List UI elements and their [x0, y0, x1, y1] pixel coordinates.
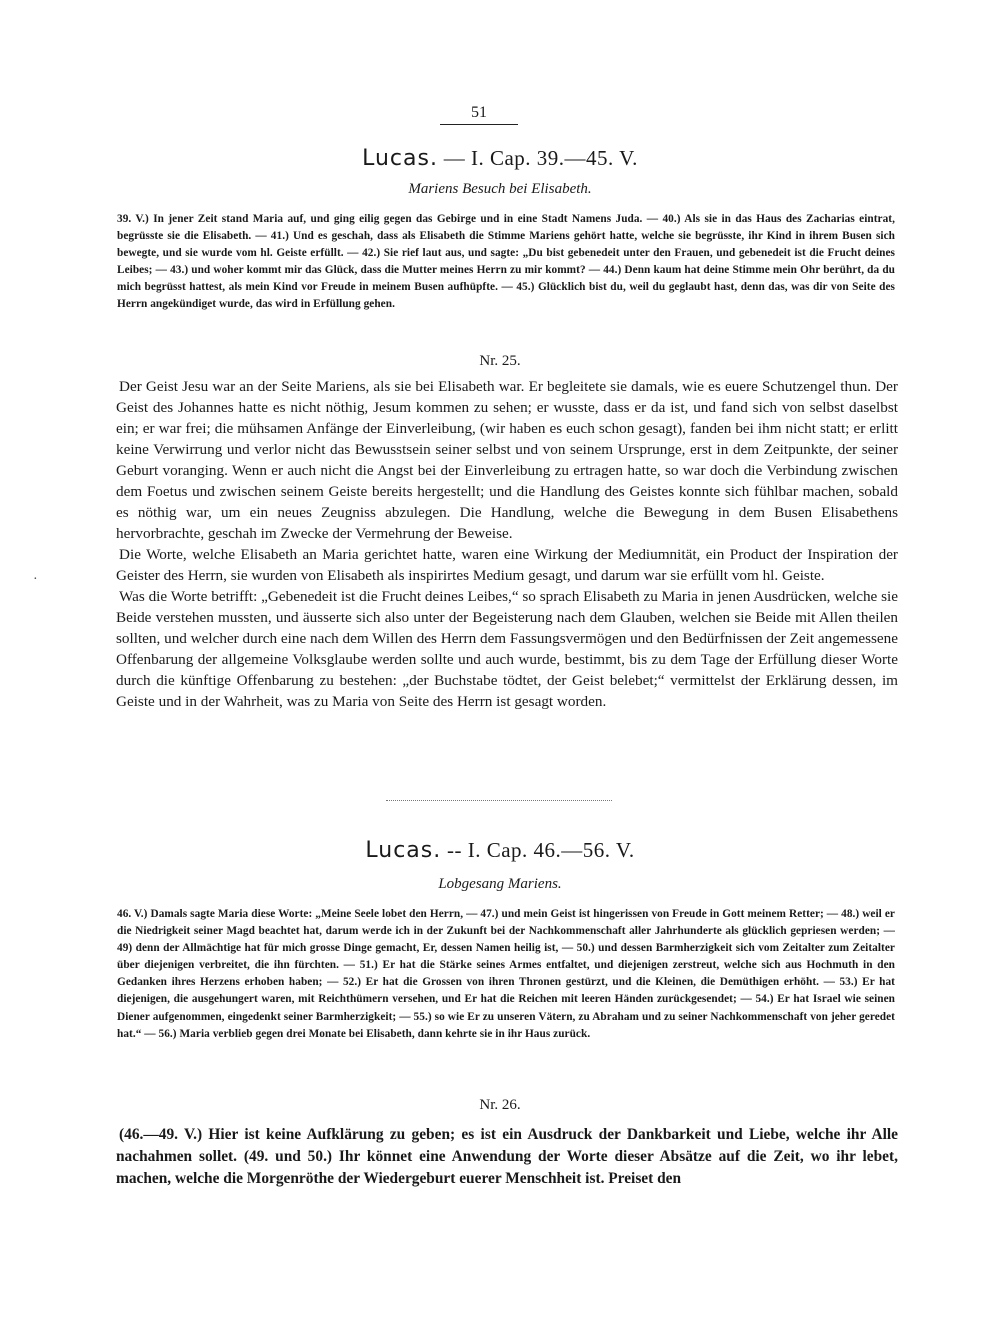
commentary-paragraph: Der Geist Jesu war an der Seite Mariens, als sie bei Elisabeth war. Er begleitete sie damals, wie es euere Schutzengel thun. Der Geist des Johannes hatte es nicht nöthig, Jesum kommen zu sehen; er wusste, dass er da ist, und fand sich von selbst daselbst ein; er war frei; die mühsamen Anfänge der Einverleibung, (wir haben es euch schon gesagt), fanden bei ihm nicht statt; er erlitt keine Verwirrung und verlor nicht das Bewusstsein seiner selbst und von seinem Ursprunge, erst in dem Zeitpunkte, der seiner Geburt voranging. Wenn er auch nicht die Angst bei der Einverleibung zu ertragen hatte, so war doch die Verbindung zwischen dem Foetus und zwischen seinem Geiste bereits hergestellt; und die Handlung des Geistes konnte sich fühlbar machen, sobald es nöthig war, um ein neues Zeugniss abzulegen. Die Handlung, welche die Bewegung in dem Busen Elisabethens hervorbrachte, geschah im Zwecke der Vermehrung der Beweise. — [116, 378, 898, 542]
margin-mark: · — [33, 572, 38, 587]
commentary-paragraph: Was die Worte betrifft: „Gebenedeit ist die Frucht deines Leibes,“ so sprach Elisabeth zu Maria in jenen Ausdrücken, welche sie Beide verstehen mussten, und äusserte sich also unter der Begeisterung nach dem Glauben, welchen sie Beide mit Allen theilen sollten, und welcher durch eine nach dem Willen des Herrn dem Fassungsvermögen und den Bedürfnissen der Zeit angemessene Offenbarung der allgemeine Volksglaube werden sollte und auch wurde, bestimmt, bis zu dem Tage der Erfüllung dieser Worte durch die künftige Offenbarung zu bestehen: „der Buchstabe tödtet, der Geist belebet;“ vermittelst der Erklärung dessen, im Geiste und in der Wahrheit, was zu Maria von Seite des Herrn ist gesagt worden. — [116, 588, 898, 710]
section-subtitle: Lobgesang Mariens. — [438, 876, 562, 892]
page-number: 51 — [440, 104, 518, 125]
commentary-number: Nr. 26. — [479, 1097, 521, 1113]
heading-reference: -- I. Cap. 46.—56. V. — [446, 838, 635, 862]
scripture-passage — [117, 211, 895, 314]
commentary-body — [116, 1124, 898, 1190]
commentary-paragraph: Die Worte, welche Elisabeth an Maria gerichtet hatte, waren eine Wirkung der Mediumnität, ein Product der Inspiration der Geister des Herrn, sie wurden von Elisabeth als inspirirtes Medium gesagt, und darum war sie erfüllt vom hl. Geiste. — [116, 546, 898, 584]
commentary-number: Nr. 25. — [479, 353, 521, 369]
commentary-paragraph: (46.—49. V.) Hier ist keine Aufklärung zu geben; es ist ein Ausdruck der Dankbarkeit und Liebe, welche ihr Alle nachahmen sollet. (49. und 50.) Ihr könnet eine Anwendung der Worte dieser Absätze auf die Zeit, wo ihr lebet, machen, welche die Morgenröthe der Wiedergeburt euerer Menschheit ist. Preiset den — [116, 1126, 898, 1187]
scripture-passage — [117, 906, 895, 1043]
section-heading-lucas-1-46-56 — [200, 838, 800, 863]
heading-reference: — I. Cap. 39.—45. V. — [443, 146, 638, 170]
heading-book: Lucas. — [365, 838, 442, 863]
heading-book: Lucas. — [362, 146, 438, 171]
section-divider — [386, 800, 612, 801]
section-subtitle: Mariens Besuch bei Elisabeth. — [408, 181, 592, 197]
scripture-text: 46. V.) Damals sagte Maria diese Worte: „Meine Seele lobet den Herrn, — 47.) und mein Geist ist hingerissen von Freude in Gott meinem Retter; — 48.) weil er die Niedrigkeit seiner Magd beachtet hat, darum werde ich in der Zukunft bei der Nachkommenschaft aller Jahrhunderte als glücklich gepriesen werden; — 49) denn der Allmächtige hat für mich grosse Dinge gemacht, Er, dessen Namen heilig ist, — 50.) und dessen Barmherzigkeit sich vom Zeitalter zum Zeitalter über diejenigen verbreitet, die ihn fürchten. — 51.) Er hat die Stärke seines Armes entfaltet, und diejenigen zerstreut, welche sich aus Hochmuth in den Gedanken ihres Herzens erhoben haben; — 52.) Er hat die Grossen von ihren Thronen gestürzt, und die Kleinen, die Demüthigen erhöht. — 53.) Er hat diejenigen, die ausgehungert waren, mit Reichthümern versehen, und Er hat die Reichen mit leeren Händen zurückgesendet; — 54.) Er hat Israel wie seinen Diener aufgenommen, eingedenkt seiner Barmherzigkeit; — 55.) so wie Er zu unseren Vätern, zu Abraham und zu seiner Nachkommenschaft von jeher geredet hat.“ — 56.) Maria verblieb gegen drei Monate bei Elisabeth, dann kehrte sie in ihr Haus zurück. — [117, 908, 895, 1040]
scripture-text: 39. V.) In jener Zeit stand Maria auf, und ging eilig gegen das Gebirge und in eine Stadt Namens Juda. — 40.) Als sie in das Haus des Zacharias eintrat, begrüsste sie die Elisabeth. — 41.) Und es geschah, dass als Elisabeth die Stimme Mariens gehört hatte, welche sie begrüsste, ihr Kind in ihrem Busen sich bewegte, und sie wurde vom hl. Geiste erfüllt. — 42.) Sie rief laut aus, und sagte: „Du bist gebenedeit unter den Frauen, und gebenedeit ist die Frucht deines Leibes; — 43.) und woher kommt mir das Glück, dass die Mutter meines Herrn zu mir kommt? — 44.) Denn kaum hat deine Stimme mein Ohr berührt, da du mich begrüsst hattest, als mein Kind vor Freude in meinem Busen aufhüpfte. — 45.) Glücklich bist du, weil du geglaubt hast, denn das, was dir von Seite des Herrn angekündiget wurde, das wird in Erfüllung gehen. — [117, 213, 895, 311]
commentary-body — [116, 376, 898, 712]
section-heading-lucas-1-39-45 — [200, 146, 800, 171]
